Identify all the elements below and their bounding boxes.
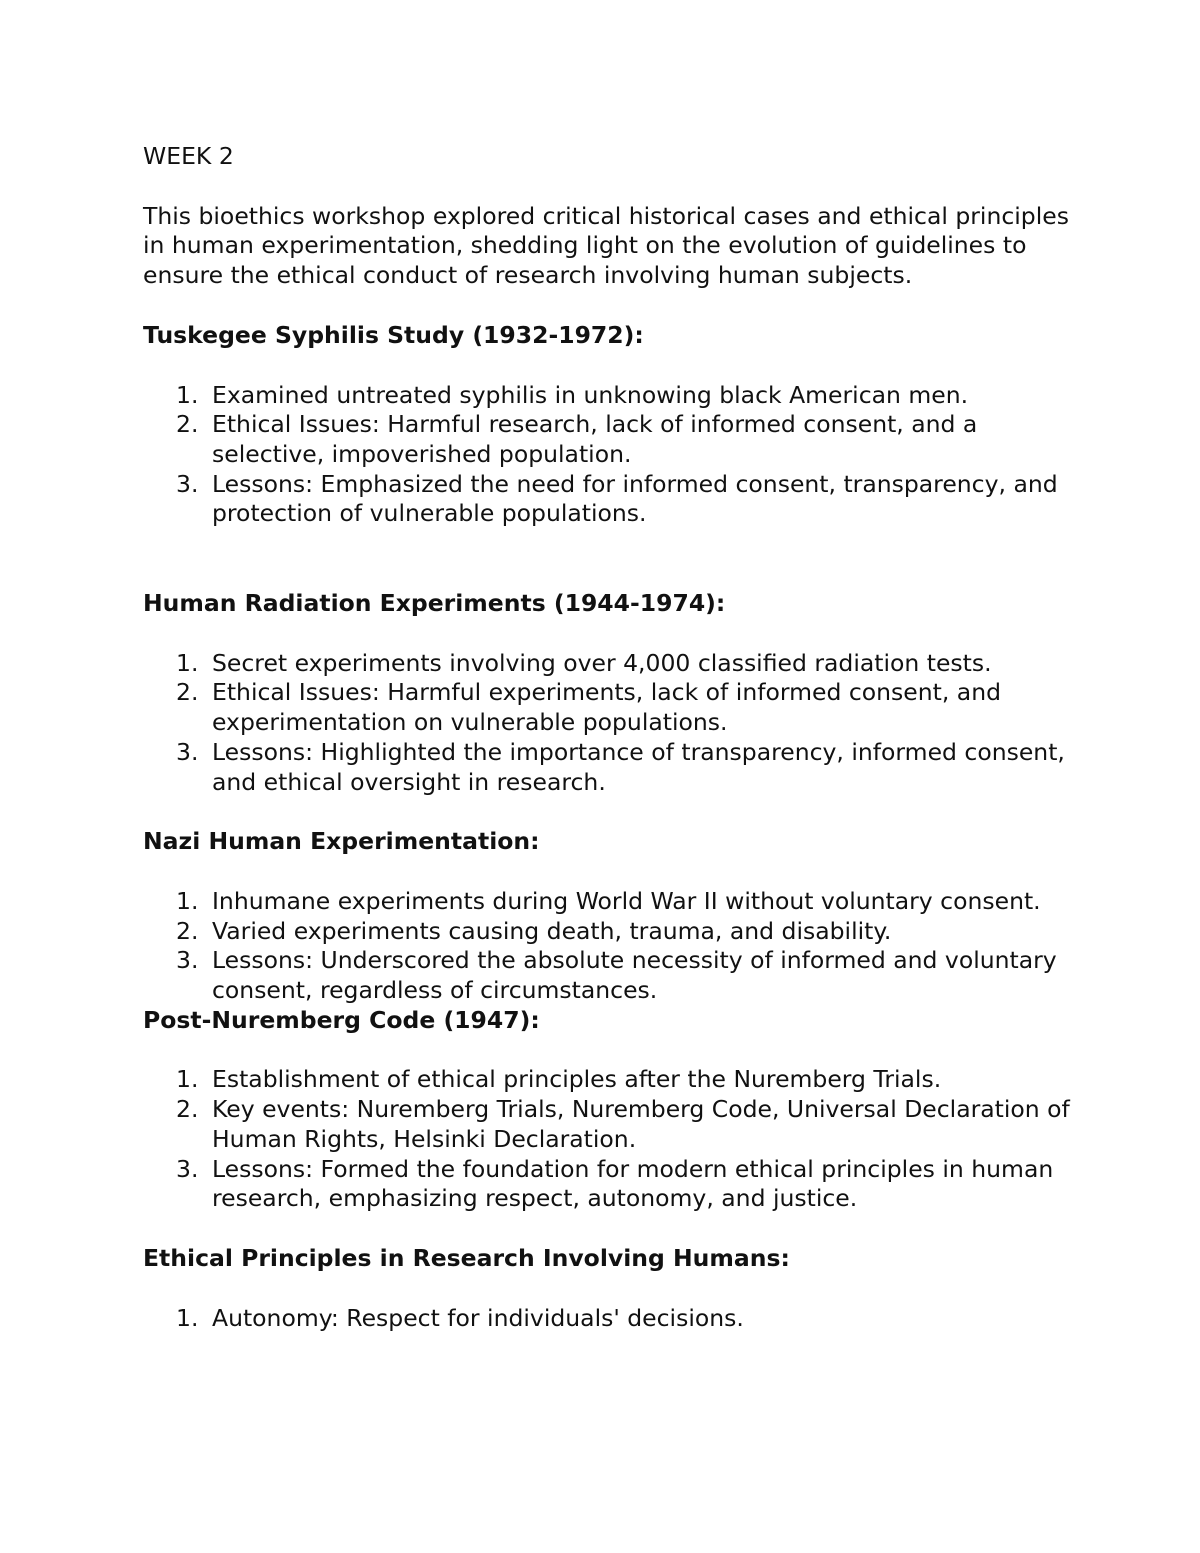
list-item-text: Inhumane experiments during World War II without voluntary consent.	[212, 886, 1041, 915]
list-item	[143, 738, 1083, 797]
list-item	[143, 649, 1083, 679]
spacer	[143, 529, 1083, 589]
list-item-text: Autonomy: Respect for individuals' decisions.	[212, 1303, 744, 1332]
list-item	[143, 1065, 1083, 1095]
list-item-text: Varied experiments causing death, trauma, and disability.	[212, 916, 892, 945]
list-item-text: Ethical Issues: Harmful research, lack of informed consent, and a selective, impoverished population.	[212, 410, 978, 468]
section-heading-ethical-principles: Ethical Principles in Research Involving Humans:	[143, 1243, 790, 1272]
list-item-text: Establishment of ethical principles after the Nuremberg Trials.	[212, 1065, 942, 1094]
list-item-text: Lessons: Formed the foundation for modern ethical principles in human research, emphasizing respect, autonomy, and justice.	[212, 1154, 1054, 1213]
list-item	[143, 470, 1083, 529]
list-number: 1.	[176, 1065, 199, 1094]
list-number: 1.	[176, 380, 199, 409]
list-item-text: Lessons: Underscored the absolute necessity of informed and voluntary consent, regardless of circumstances.	[212, 946, 1057, 1005]
list-item-text: Ethical Issues: Harmful experiments, lack of informed consent, and experimentation on vulnerable populations.	[212, 678, 1002, 737]
list-item	[143, 1095, 1083, 1154]
list-number: 2.	[176, 410, 199, 439]
list-number: 3.	[176, 737, 199, 766]
list-number: 3.	[176, 469, 199, 498]
intro-paragraph: This bioethics workshop explored critical historical cases and ethical principles in human experimentation, shedding light on the evolution of guidelines to ensure the ethical conduct of research involving human subjects.	[143, 201, 1069, 290]
list-item	[143, 381, 1083, 411]
spacer	[143, 797, 1083, 827]
list-number: 1.	[176, 1303, 199, 1332]
section-list-tuskegee	[143, 381, 1083, 530]
list-number: 3.	[176, 946, 199, 975]
list-number: 2.	[176, 1095, 199, 1124]
list-item	[143, 887, 1083, 917]
list-item-text: Secret experiments involving over 4,000 classified radiation tests.	[212, 648, 992, 677]
list-item	[143, 917, 1083, 947]
spacer	[143, 1214, 1083, 1244]
list-number: 3.	[176, 1154, 199, 1183]
list-item	[143, 946, 1083, 1005]
list-item-text: Key events: Nuremberg Trials, Nuremberg Code, Universal Declaration of Human Rights, Helsinki Declaration.	[212, 1095, 1070, 1153]
section-heading-tuskegee: Tuskegee Syphilis Study (1932-1972):	[143, 320, 644, 349]
list-number: 2.	[176, 916, 199, 945]
list-number: 1.	[176, 648, 199, 677]
section-list-ethical-principles	[143, 1304, 1083, 1334]
list-item	[143, 410, 1083, 469]
section-heading-post-nuremberg: Post-Nuremberg Code (1947):	[143, 1005, 540, 1034]
section-list-post-nuremberg	[143, 1065, 1083, 1214]
list-item-text: Lessons: Highlighted the importance of transparency, informed consent, and ethical oversight in research.	[212, 737, 1065, 796]
list-number: 1.	[176, 886, 199, 915]
list-number: 2.	[176, 678, 199, 707]
week-label: WEEK 2	[143, 142, 234, 170]
list-item	[143, 1155, 1083, 1214]
document-page	[143, 142, 1083, 1333]
list-item	[143, 1304, 1083, 1334]
section-list-radiation	[143, 649, 1083, 798]
section-heading-nazi: Nazi Human Experimentation:	[143, 827, 540, 856]
list-item-text: Examined untreated syphilis in unknowing black American men.	[212, 380, 969, 409]
list-item-text: Lessons: Emphasized the need for informed consent, transparency, and protection of vulnerable populations.	[212, 469, 1058, 528]
list-item	[143, 678, 1083, 737]
section-list-nazi	[143, 887, 1083, 1006]
section-heading-radiation: Human Radiation Experiments (1944-1974):	[143, 589, 726, 618]
